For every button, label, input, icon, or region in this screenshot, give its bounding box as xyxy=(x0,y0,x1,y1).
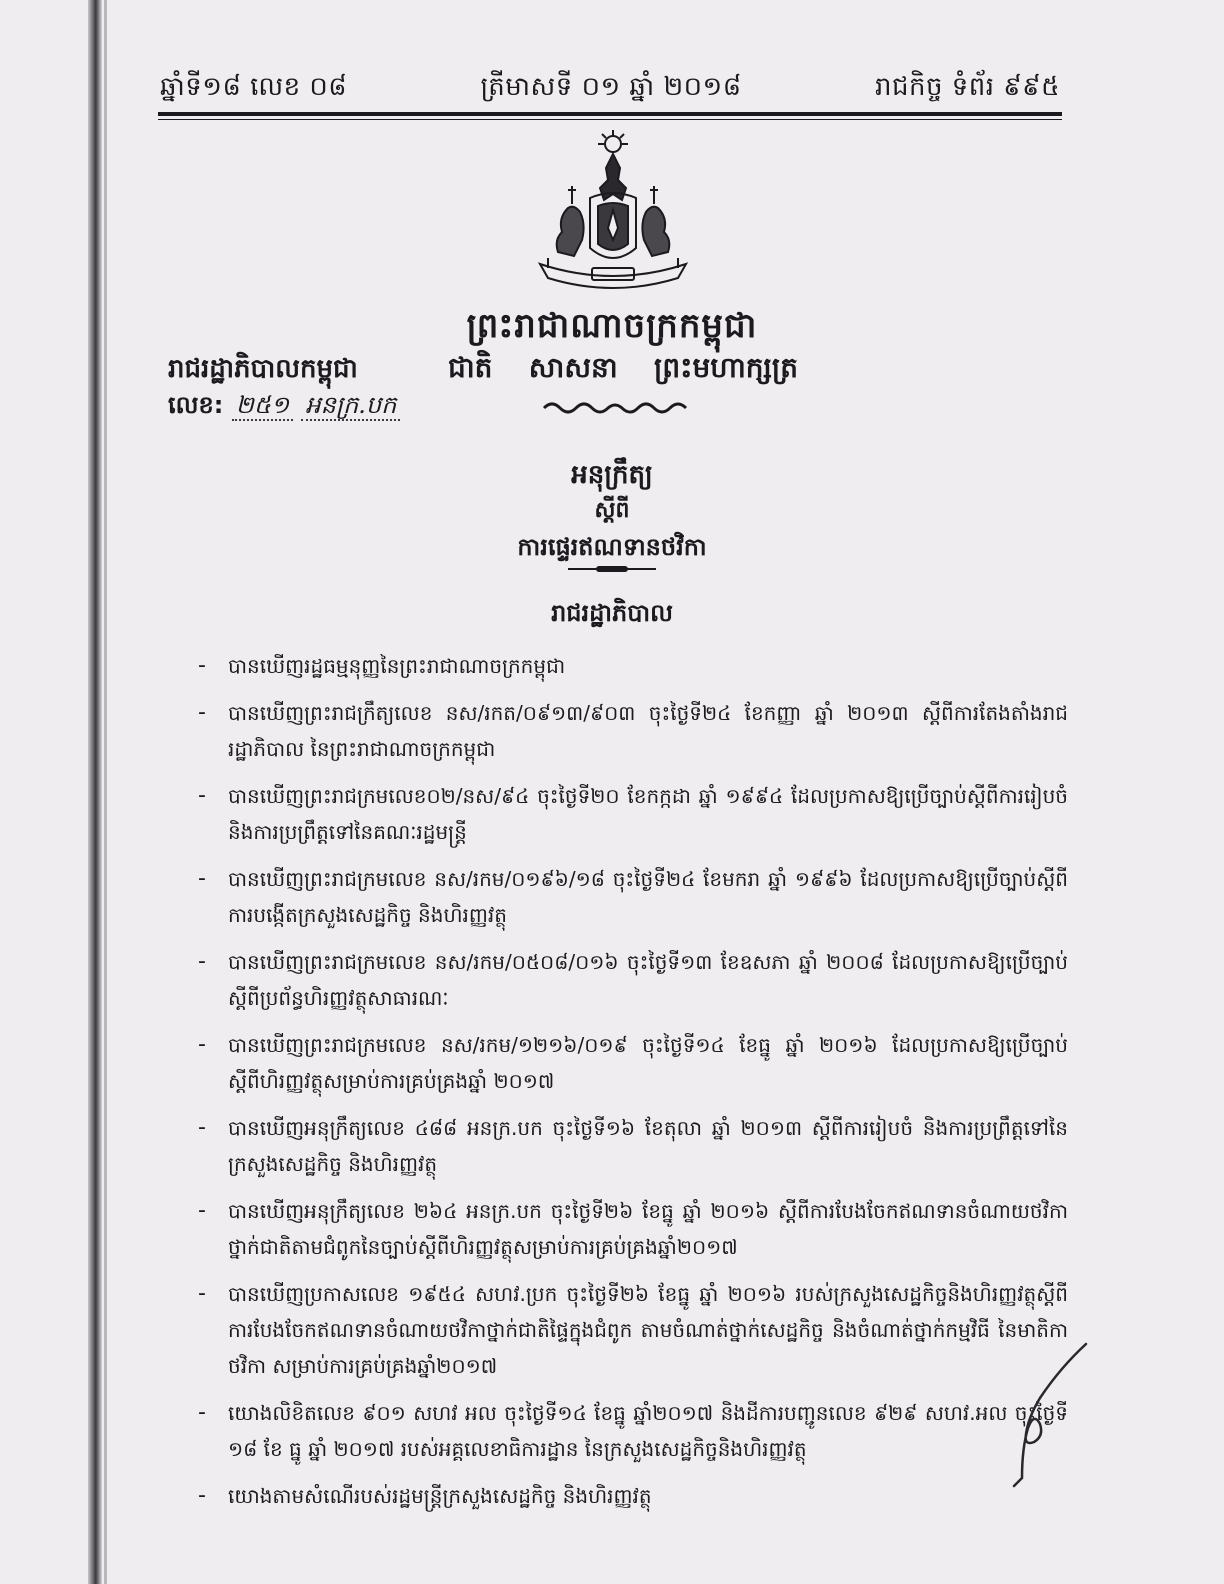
list-item xyxy=(198,695,1068,767)
header-date: ត្រីមាសទី ០១ ឆ្នាំ ២០១៨ xyxy=(480,72,742,102)
list-bullet: - xyxy=(198,1198,206,1223)
list-item xyxy=(198,1395,1068,1467)
list-item-text: យោងលិខិតលេខ ៩០១ សហវ អល ចុះថ្ងៃទី១៤ ខែធ្នូ ឆ្នាំ២០១៧ និងដីការបញ្ជូនលេខ ៩២៩ សហវ.អល ចុះថ្ងៃទី ១៨ ខែ ធ្នូ ឆ្នាំ ២០១៧ របស់អគ្គលេខាធិការដ្ឋាន នៃក្រសួងសេដ្ឋកិច្ចនិងហិរញ្ញវត្ថុ xyxy=(228,1401,1068,1461)
document-number-label: លេខ: xyxy=(168,391,224,419)
motto-nation: ជាតិ xyxy=(448,351,493,384)
header-rule-thick xyxy=(158,112,1062,116)
list-item-text: បានឃើញរដ្ឋធម្មនុញ្ញនៃព្រះរាជាណាចក្រកម្ពុជា xyxy=(228,654,566,678)
list-item-text: បានឃើញព្រះរាជក្រមលេខ នស/រកម/០៥០៨/០១៦ ចុះថ្ងៃទី១៣ ខែឧសភា ឆ្នាំ ២០០៨ ដែលប្រកាសឱ្យប្រើច្បាប់ស្តីពីប្រព័ន្ធហិរញ្ញវត្ថុសាធារណៈ xyxy=(228,950,1068,1010)
list-item-text: បានឃើញព្រះរាជក្រឹត្យលេខ នស/រកត/០៩១៣/៩០៣ ចុះថ្ងៃទី២៤ ខែកញ្ញា ឆ្នាំ ២០១៣ ស្តីពីការតែងតាំងរាជរដ្ឋាភិបាល នៃព្រះរាជាណាចក្រកម្ពុជា xyxy=(228,701,1068,761)
list-item xyxy=(198,1110,1068,1182)
list-bullet: - xyxy=(198,949,206,974)
list-item-text: បានឃើញព្រះរាជក្រមលេខ០២/នស/៩៤ ចុះថ្ងៃទី២០ ខែកក្កដា ឆ្នាំ ១៩៩៤ ដែលប្រកាសឱ្យប្រើច្បាប់ស្តីពីការរៀបចំ និងការប្រព្រឹត្តទៅនៃគណៈរដ្ឋមន្ត្រី xyxy=(228,784,1068,844)
motto-king: ព្រះមហាក្សត្រ xyxy=(654,351,798,384)
document-number-suffix: អនក្រ.បក xyxy=(301,391,400,421)
list-bullet: - xyxy=(198,1483,206,1508)
ornament-divider-icon xyxy=(540,398,690,418)
list-item xyxy=(198,778,1068,850)
list-bullet: - xyxy=(198,1032,206,1057)
sub-decree-subject: ការផ្ទេរឥណទានថវិកា xyxy=(517,533,707,561)
sub-decree-title: អនុក្រឹត្យ xyxy=(571,460,653,490)
header-year-issue: ឆ្នាំទី១៨ លេខ ០៨ xyxy=(160,72,348,102)
list-bullet: - xyxy=(198,1115,206,1140)
handwritten-signature-icon xyxy=(1000,1338,1090,1488)
list-item-text: បានឃើញប្រកាសលេខ ១៩៥៤ សហវ.ប្រក ចុះថ្ងៃទី២៦ ខែធ្នូ ឆ្នាំ ២០១៦ របស់ក្រសួងសេដ្ឋកិច្ចនិងហិរញ្ញវត្ថុស្តីពីការបែងចែកឥណទានចំណាយថវិកាថ្នាក់ជាតិផ្ទៃក្នុងជំពូក តាមចំណាត់ថ្នាក់សេដ្ឋកិច្ច និងចំណាត់ថ្នាក់កម្មវិធី នៃមាតិកាថវិកា សម្រាប់ការគ្រប់គ្រងឆ្នាំ២០១៧ xyxy=(228,1282,1068,1378)
kingdom-title: ព្រះរាជាណាចក្រកម្ពុជា xyxy=(466,306,758,346)
government-heading: រាជរដ្ឋាភិបាល xyxy=(551,599,673,627)
list-item-text: បានឃើញព្រះរាជក្រមលេខ នស/រកម/០១៩៦/១៨ ចុះថ្ងៃទី២៤ ខែមករា ឆ្នាំ ១៩៩៦ ដែលប្រកាសឱ្យប្រើច្បាប់ស្តីពីការបង្កើតក្រសួងសេដ្ឋកិច្ច និងហិរញ្ញវត្ថុ xyxy=(228,867,1068,927)
header-page: រាជកិច្ច ទំព័រ ៩៩៥ xyxy=(874,72,1060,102)
list-item xyxy=(198,1027,1068,1099)
list-item-text: បានឃើញអនុក្រឹត្យលេខ ២៦៤ អនក្រ.បក ចុះថ្ងៃទី២៦ ខែធ្នូ ឆ្នាំ ២០១៦ ស្តីពីការបែងចែកឥណទានចំណាយថវិកាថ្នាក់ជាតិតាមជំពូកនៃច្បាប់ស្តីពីហិរញ្ញវត្ថុសម្រាប់ការគ្រប់គ្រងឆ្នាំ២០១៧ xyxy=(228,1199,1068,1259)
list-bullet: - xyxy=(198,1400,206,1425)
issuing-government: រាជរដ្ឋាភិបាលកម្ពុជា xyxy=(168,354,358,384)
list-item-text: បានឃើញអនុក្រឹត្យលេខ ៤៨៨ អនក្រ.បក ចុះថ្ងៃទី១៦ ខែតុលា ឆ្នាំ ២០១៣ ស្តីពីការរៀបចំ និងការប្រព្រឹត្តទៅនៃក្រសួងសេដ្ឋកិច្ច និងហិរញ្ញវត្ថុ xyxy=(228,1116,1068,1176)
document-number xyxy=(168,390,400,425)
list-item-text: បានឃើញព្រះរាជក្រមលេខ នស/រកម/១២១៦/០១៩ ចុះថ្ងៃទី១៤ ខែធ្នូ ឆ្នាំ ២០១៦ ដែលប្រកាសឱ្យប្រើច្បាប់ស្តីពីហិរញ្ញវត្ថុសម្រាប់ការគ្រប់គ្រងឆ្នាំ ២០១៧ xyxy=(228,1033,1068,1093)
list-item xyxy=(198,861,1068,933)
list-item-text: យោងតាមសំណើរបស់រដ្ឋមន្ត្រីក្រសួងសេដ្ឋកិច្ច និងហិរញ្ញវត្ថុ xyxy=(228,1484,652,1508)
list-bullet: - xyxy=(198,783,206,808)
list-item xyxy=(198,648,1068,684)
list-item xyxy=(198,944,1068,1016)
gazette-header xyxy=(160,70,1060,108)
list-bullet: - xyxy=(198,700,206,725)
list-bullet: - xyxy=(198,866,206,891)
title-divider-center xyxy=(596,566,628,572)
list-bullet: - xyxy=(198,1281,206,1306)
motto-religion: សាសនា xyxy=(528,351,618,384)
national-motto xyxy=(448,350,798,391)
list-bullet: - xyxy=(198,653,206,678)
list-item xyxy=(198,1276,1068,1384)
preamble-list xyxy=(198,648,1068,1525)
header-rule-thin xyxy=(158,119,1062,120)
royal-coat-of-arms-icon xyxy=(528,128,698,298)
document-number-value: ២៥១ xyxy=(232,391,293,421)
sub-decree-about: ស្តីពី xyxy=(594,498,630,523)
list-item xyxy=(198,1478,1068,1514)
list-item xyxy=(198,1193,1068,1265)
